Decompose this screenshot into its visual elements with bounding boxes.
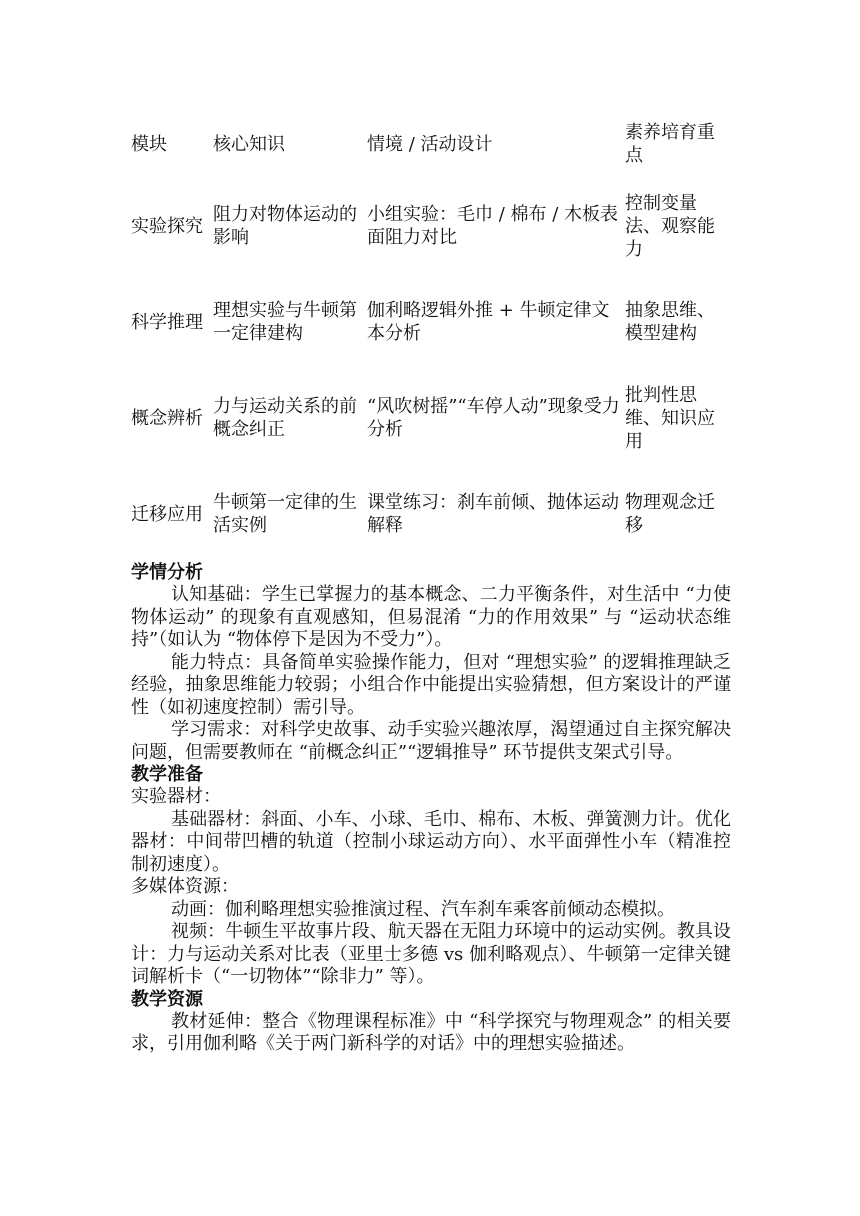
paragraph: 动画：伽利略理想实验推演过程、汽车刹车乘客前倾动态模拟。 xyxy=(171,898,675,920)
paragraph: 多媒体资源： xyxy=(131,876,239,897)
table-row xyxy=(131,274,731,370)
header-activity: 情境 / 活动设计 xyxy=(367,133,493,155)
learning-analysis-section xyxy=(131,562,731,764)
table-row xyxy=(131,178,731,274)
paragraph: 教材延伸：整合《物理课程标准》中 “科学探究与物理观念” 的相关要求，引用伽利略《关于两门新科学的对话》中的理想实验描述。 xyxy=(131,1010,731,1054)
cell-activity: 小组实验：毛巾 / 棉布 / 木板表面阻力对比 xyxy=(367,204,619,248)
cell-module: 概念辨析 xyxy=(131,407,203,429)
cell-activity: 伽利略逻辑外推 + 牛顿定律文本分析 xyxy=(367,300,610,344)
paragraph: 学习需求：对科学史故事、动手实验兴趣浓厚，渴望通过自主探究解决问题，但需要教师在 “前概念纠正”“逻辑推导” 环节提供支架式引导。 xyxy=(131,719,731,763)
cell-knowledge: 牛顿第一定律的生活实例 xyxy=(213,492,357,536)
paragraph: 实验器材： xyxy=(131,786,221,807)
section-title: 教学准备 xyxy=(131,764,203,785)
cell-focus: 抽象思维、模型建构 xyxy=(625,300,715,344)
cell-knowledge: 阻力对物体运动的影响 xyxy=(213,204,357,248)
resources-section xyxy=(131,989,731,1056)
section-title: 教学资源 xyxy=(131,988,203,1010)
paragraph: 视频：牛顿生平故事片段、航天器在无阻力环境中的运动实例。教具设计：力与运动关系对比表（亚里士多德 vs 伽利略观点）、牛顿第一定律关键词解析卡（“一切物体”“除非力” 等）。 xyxy=(131,921,731,987)
module-table xyxy=(131,110,731,562)
paragraph: 认知基础：学生已掌握力的基本概念、二力平衡条件，对生活中 “力使物体运动” 的现象有直观感知，但易混淆 “力的作用效果” 与 “运动状态维持”（如认为 “物体停下是因为不受力”）。 xyxy=(131,584,731,650)
paragraph: 能力特点：具备简单实验操作能力，但对 “理想实验” 的逻辑推理缺乏经验，抽象思维能力较弱；小组合作中能提出实验猜想，但方案设计的严谨性（如初速度控制）需引导。 xyxy=(131,651,731,718)
header-knowledge: 核心知识 xyxy=(213,133,285,155)
cell-activity: “风吹树摇”“车停人动”现象受力分析 xyxy=(367,396,620,440)
table-row xyxy=(131,466,731,562)
document-page xyxy=(131,110,731,1056)
cell-knowledge: 理想实验与牛顿第一定律建构 xyxy=(213,300,357,344)
cell-focus: 批判性思维、知识应用 xyxy=(625,384,715,452)
cell-focus: 控制变量法、观察能力 xyxy=(625,192,715,260)
paragraph: 基础器材：斜面、小车、小球、毛巾、棉布、木板、弹簧测力计。优化器材：中间带凹槽的轨道（控制小球运动方向）、水平面弹性小车（精准控制初速度）。 xyxy=(131,808,731,875)
cell-focus: 物理观念迁移 xyxy=(625,492,715,536)
preparation-section xyxy=(131,764,731,989)
cell-module: 实验探究 xyxy=(131,215,203,237)
cell-activity: 课堂练习：刹车前倾、抛体运动解释 xyxy=(367,492,619,536)
cell-module: 迁移应用 xyxy=(131,503,203,525)
header-module: 模块 xyxy=(131,133,167,155)
table-row xyxy=(131,370,731,466)
section-title: 学情分析 xyxy=(131,562,203,583)
header-focus: 素养培育重点 xyxy=(625,122,715,166)
table-header-row xyxy=(131,110,731,178)
cell-module: 科学推理 xyxy=(131,311,203,333)
cell-knowledge: 力与运动关系的前概念纠正 xyxy=(213,396,357,440)
